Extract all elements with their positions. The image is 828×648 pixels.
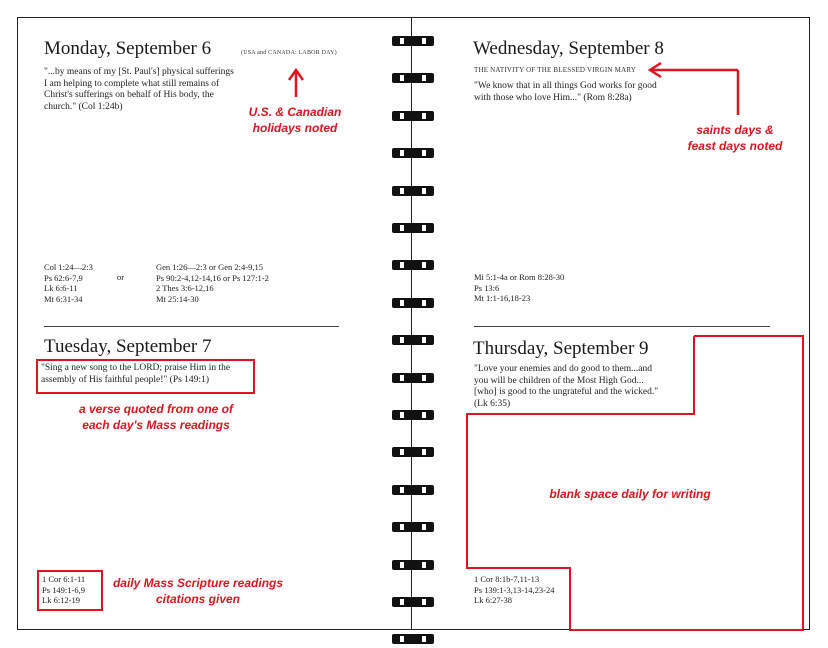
tuesday-title: Tuesday, September 7 — [44, 336, 212, 357]
wednesday-feast-note: THE NATIVITY OF THE BLESSED VIRGIN MARY — [474, 66, 637, 74]
verse-line: "Sing a new song to the LORD; praise Him in the — [41, 363, 231, 373]
annotation-holidays — [230, 104, 360, 136]
monday-or-label: or — [117, 272, 125, 282]
reading-citation: Lk 6:12-19 — [42, 595, 81, 605]
annotation-line: daily Mass Scripture readings — [112, 576, 284, 590]
annotation-line: U.S. & Canadian — [248, 105, 342, 119]
verse-line: (Lk 6:35) — [474, 398, 511, 409]
annotation-line: feast days noted — [687, 139, 783, 153]
verse-line: "...by means of my [St. Paul's] physical sufferings — [44, 67, 234, 77]
annotation-line: citations given — [155, 592, 241, 606]
wednesday-title: Wednesday, September 8 — [473, 38, 664, 59]
reading-citation: Lk 6:6-11 — [44, 283, 78, 293]
reading-citation: Gen 1:26—2:3 or Gen 2:4-9,15 — [156, 262, 263, 272]
reading-citation: Mi 5:1-4a or Rom 8:28-30 — [474, 272, 565, 282]
reading-citation: Col 1:24—2:3 — [44, 262, 93, 272]
reading-citation: 1 Cor 8:1b-7,11-13 — [474, 574, 540, 584]
reading-citation: Ps 149:1-6,9 — [42, 584, 85, 595]
verse-line: [who] is good to the ungrateful and the wicked." — [474, 387, 659, 397]
left-arrow-icon — [650, 63, 738, 115]
verse-line: with those who love Him..." (Rom 8:28a) — [474, 92, 632, 103]
annotation-saints — [670, 122, 800, 154]
annotation-verse — [56, 401, 256, 433]
thursday-title: Thursday, September 9 — [473, 338, 649, 359]
reading-citation: Ps 139:1-3,13-14,23-24 — [474, 584, 555, 595]
annotation-blank-space: blank space daily for writing — [549, 487, 711, 501]
reading-citation: Mt 1:1-16,18-23 — [474, 293, 531, 303]
annotation-line: saints days & — [696, 123, 774, 137]
annotation-readings — [108, 575, 288, 607]
reading-citation: 1 Cor 6:1-11 — [42, 574, 86, 584]
up-arrow-icon — [289, 70, 303, 97]
blank-space-outline — [467, 336, 803, 630]
reading-citation: 2 Thes 3:6-12,16 — [156, 283, 214, 293]
reading-citation: Ps 13:6 — [474, 282, 500, 293]
reading-citation: Ps 90:2-4,12-14,16 or Ps 127:1-2 — [156, 272, 269, 283]
annotation-line: a verse quoted from one of — [78, 402, 234, 416]
reading-citation: Ps 62:6-7,9 — [44, 272, 83, 283]
annotation-line: holidays noted — [252, 121, 338, 135]
verse-line: church." (Col 1:24b) — [44, 101, 123, 112]
verse-line: you will be children of the Most High God... — [474, 375, 644, 386]
monday-title: Monday, September 6 — [44, 38, 212, 59]
verse-line: assembly of His faithful people!" (Ps 149:1) — [41, 374, 209, 385]
monday-holiday-note: (USA and CANADA: LABOR DAY) — [241, 50, 337, 56]
reading-citation: Mt 25:14-30 — [156, 293, 199, 304]
verse-line: Christ's sufferings on behalf of His body, the — [44, 90, 214, 100]
reading-citation: Lk 6:27-38 — [474, 595, 513, 605]
verse-line: I am helping to complete what still remains of — [44, 78, 220, 89]
reading-citation: Mt 6:31-34 — [44, 293, 83, 304]
verse-line: "We know that in all things God works for good — [474, 81, 657, 91]
annotation-line: each day's Mass readings — [82, 418, 230, 432]
verse-line: "Love your enemies and do good to them...and — [474, 364, 653, 374]
